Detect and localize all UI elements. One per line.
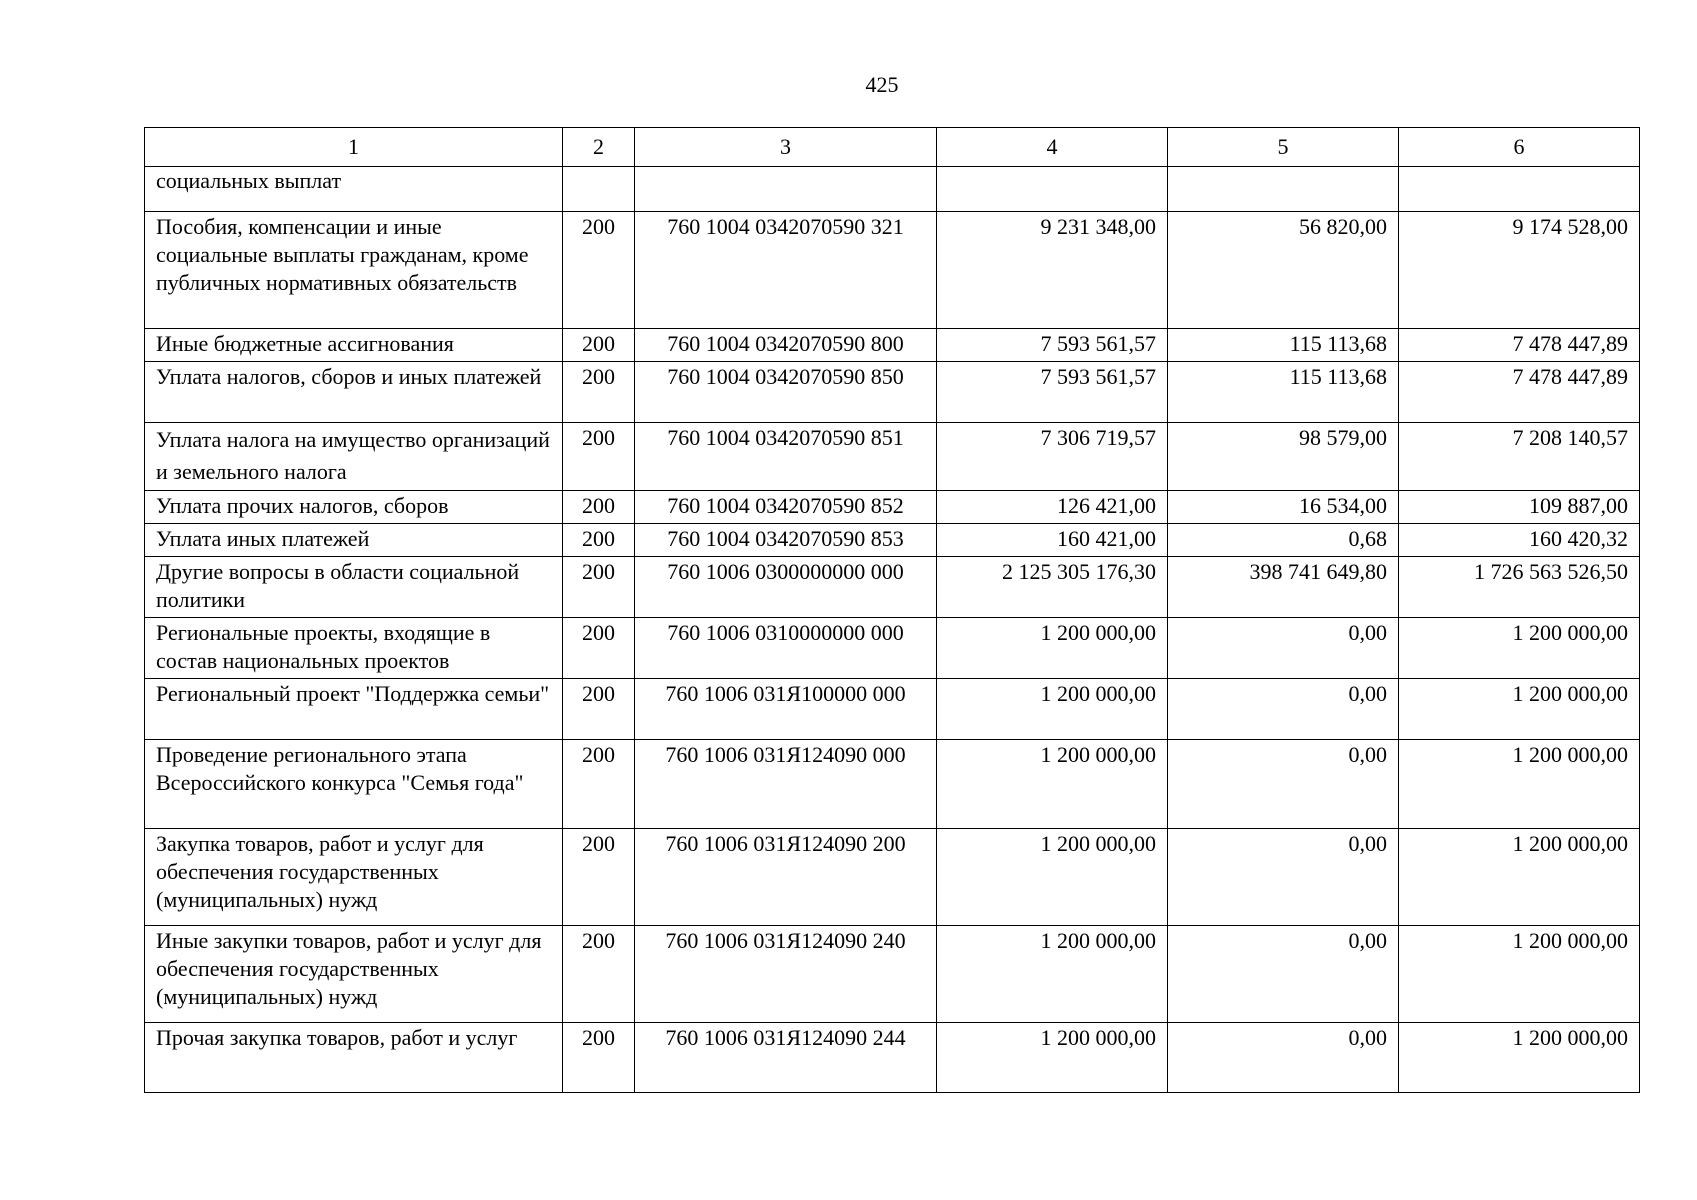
row-approved: 7 593 561,57 — [937, 329, 1168, 362]
row-name: Уплата налогов, сборов и иных платежей — [145, 362, 563, 423]
row-name: Иные бюджетные ассигнования — [145, 329, 563, 362]
row-approved: 160 421,00 — [937, 524, 1168, 557]
row-remaining: 1 200 000,00 — [1399, 679, 1640, 740]
row-code: 200 — [563, 618, 635, 679]
row-name: Уплата прочих налогов, сборов — [145, 491, 563, 524]
row-code: 200 — [563, 491, 635, 524]
row-kbk: 760 1004 0342070590 800 — [635, 329, 937, 362]
row-approved — [937, 167, 1168, 212]
row-remaining: 1 200 000,00 — [1399, 926, 1640, 1023]
row-kbk: 760 1006 031Я124090 240 — [635, 926, 937, 1023]
row-kbk: 760 1006 0310000000 000 — [635, 618, 937, 679]
row-kbk: 760 1004 0342070590 850 — [635, 362, 937, 423]
row-name: Региональный проект "Поддержка семьи" — [145, 679, 563, 740]
row-kbk: 760 1004 0342070590 851 — [635, 423, 937, 491]
column-header: 3 — [635, 128, 937, 167]
row-executed: 115 113,68 — [1168, 362, 1399, 423]
row-approved: 126 421,00 — [937, 491, 1168, 524]
row-executed: 0,00 — [1168, 679, 1399, 740]
row-remaining: 1 200 000,00 — [1399, 618, 1640, 679]
row-approved: 1 200 000,00 — [937, 829, 1168, 926]
table-row — [145, 212, 1640, 329]
page-number: 425 — [865, 72, 899, 97]
row-kbk: 760 1006 031Я124090 200 — [635, 829, 937, 926]
row-remaining: 1 726 563 526,50 — [1399, 557, 1640, 618]
row-approved: 7 593 561,57 — [937, 362, 1168, 423]
table-row — [145, 829, 1640, 926]
row-name: Закупка товаров, работ и услуг для обеспечения государственных (муниципальных) нужд — [145, 829, 563, 926]
row-name: социальных выплат — [145, 167, 563, 212]
row-remaining: 1 200 000,00 — [1399, 740, 1640, 829]
row-approved: 2 125 305 176,30 — [937, 557, 1168, 618]
row-name: Другие вопросы в области социальной политики — [145, 557, 563, 618]
row-executed: 0,00 — [1168, 829, 1399, 926]
table-row — [145, 740, 1640, 829]
table-row — [145, 423, 1640, 491]
row-remaining: 9 174 528,00 — [1399, 212, 1640, 329]
row-kbk: 760 1006 0300000000 000 — [635, 557, 937, 618]
row-remaining: 160 420,32 — [1399, 524, 1640, 557]
row-code: 200 — [563, 524, 635, 557]
table-row — [145, 679, 1640, 740]
row-name: Уплата иных платежей — [145, 524, 563, 557]
row-code: 200 — [563, 829, 635, 926]
row-code: 200 — [563, 423, 635, 491]
row-kbk: 760 1006 031Я100000 000 — [635, 679, 937, 740]
row-executed: 0,00 — [1168, 740, 1399, 829]
row-approved: 1 200 000,00 — [937, 679, 1168, 740]
row-executed: 56 820,00 — [1168, 212, 1399, 329]
row-executed: 98 579,00 — [1168, 423, 1399, 491]
row-executed — [1168, 167, 1399, 212]
row-code: 200 — [563, 926, 635, 1023]
row-approved: 1 200 000,00 — [937, 618, 1168, 679]
column-header: 5 — [1168, 128, 1399, 167]
row-kbk: 760 1004 0342070590 853 — [635, 524, 937, 557]
row-code: 200 — [563, 1023, 635, 1093]
row-code: 200 — [563, 329, 635, 362]
row-executed: 0,00 — [1168, 618, 1399, 679]
table-row — [145, 491, 1640, 524]
row-executed: 0,68 — [1168, 524, 1399, 557]
table-row — [145, 362, 1640, 423]
row-executed: 0,00 — [1168, 926, 1399, 1023]
row-kbk — [635, 167, 937, 212]
row-approved: 7 306 719,57 — [937, 423, 1168, 491]
column-header: 6 — [1399, 128, 1640, 167]
row-name: Региональные проекты, входящие в состав национальных проектов — [145, 618, 563, 679]
row-name: Пособия, компенсации и иные социальные выплаты гражданам, кроме публичных нормативных обязательств — [145, 212, 563, 329]
column-header: 2 — [563, 128, 635, 167]
row-code: 200 — [563, 557, 635, 618]
table-row — [145, 557, 1640, 618]
row-name: Иные закупки товаров, работ и услуг для обеспечения государственных (муниципальных) нужд — [145, 926, 563, 1023]
row-code — [563, 167, 635, 212]
table-row — [145, 524, 1640, 557]
table-row — [145, 167, 1640, 212]
row-remaining — [1399, 167, 1640, 212]
row-remaining: 7 478 447,89 — [1399, 362, 1640, 423]
row-code: 200 — [563, 679, 635, 740]
row-executed: 115 113,68 — [1168, 329, 1399, 362]
row-approved: 1 200 000,00 — [937, 740, 1168, 829]
table-row — [145, 618, 1640, 679]
row-kbk: 760 1006 031Я124090 244 — [635, 1023, 937, 1093]
budget-table — [144, 127, 1640, 1093]
table-row — [145, 329, 1640, 362]
row-name: Уплата налога на имущество организаций и земельного налога — [145, 423, 563, 491]
row-executed: 0,00 — [1168, 1023, 1399, 1093]
row-kbk: 760 1006 031Я124090 000 — [635, 740, 937, 829]
row-approved: 1 200 000,00 — [937, 1023, 1168, 1093]
row-approved: 1 200 000,00 — [937, 926, 1168, 1023]
column-header: 4 — [937, 128, 1168, 167]
row-kbk: 760 1004 0342070590 852 — [635, 491, 937, 524]
row-code: 200 — [563, 212, 635, 329]
row-remaining: 1 200 000,00 — [1399, 829, 1640, 926]
table-header-row — [145, 128, 1640, 167]
table-row — [145, 926, 1640, 1023]
row-executed: 16 534,00 — [1168, 491, 1399, 524]
row-kbk: 760 1004 0342070590 321 — [635, 212, 937, 329]
row-remaining: 109 887,00 — [1399, 491, 1640, 524]
table-row — [145, 1023, 1640, 1093]
row-remaining: 7 208 140,57 — [1399, 423, 1640, 491]
row-name: Проведение регионального этапа Всероссийского конкурса "Семья года" — [145, 740, 563, 829]
row-name: Прочая закупка товаров, работ и услуг — [145, 1023, 563, 1093]
row-code: 200 — [563, 362, 635, 423]
row-code: 200 — [563, 740, 635, 829]
row-remaining: 1 200 000,00 — [1399, 1023, 1640, 1093]
row-remaining: 7 478 447,89 — [1399, 329, 1640, 362]
row-approved: 9 231 348,00 — [937, 212, 1168, 329]
row-executed: 398 741 649,80 — [1168, 557, 1399, 618]
column-header: 1 — [145, 128, 563, 167]
